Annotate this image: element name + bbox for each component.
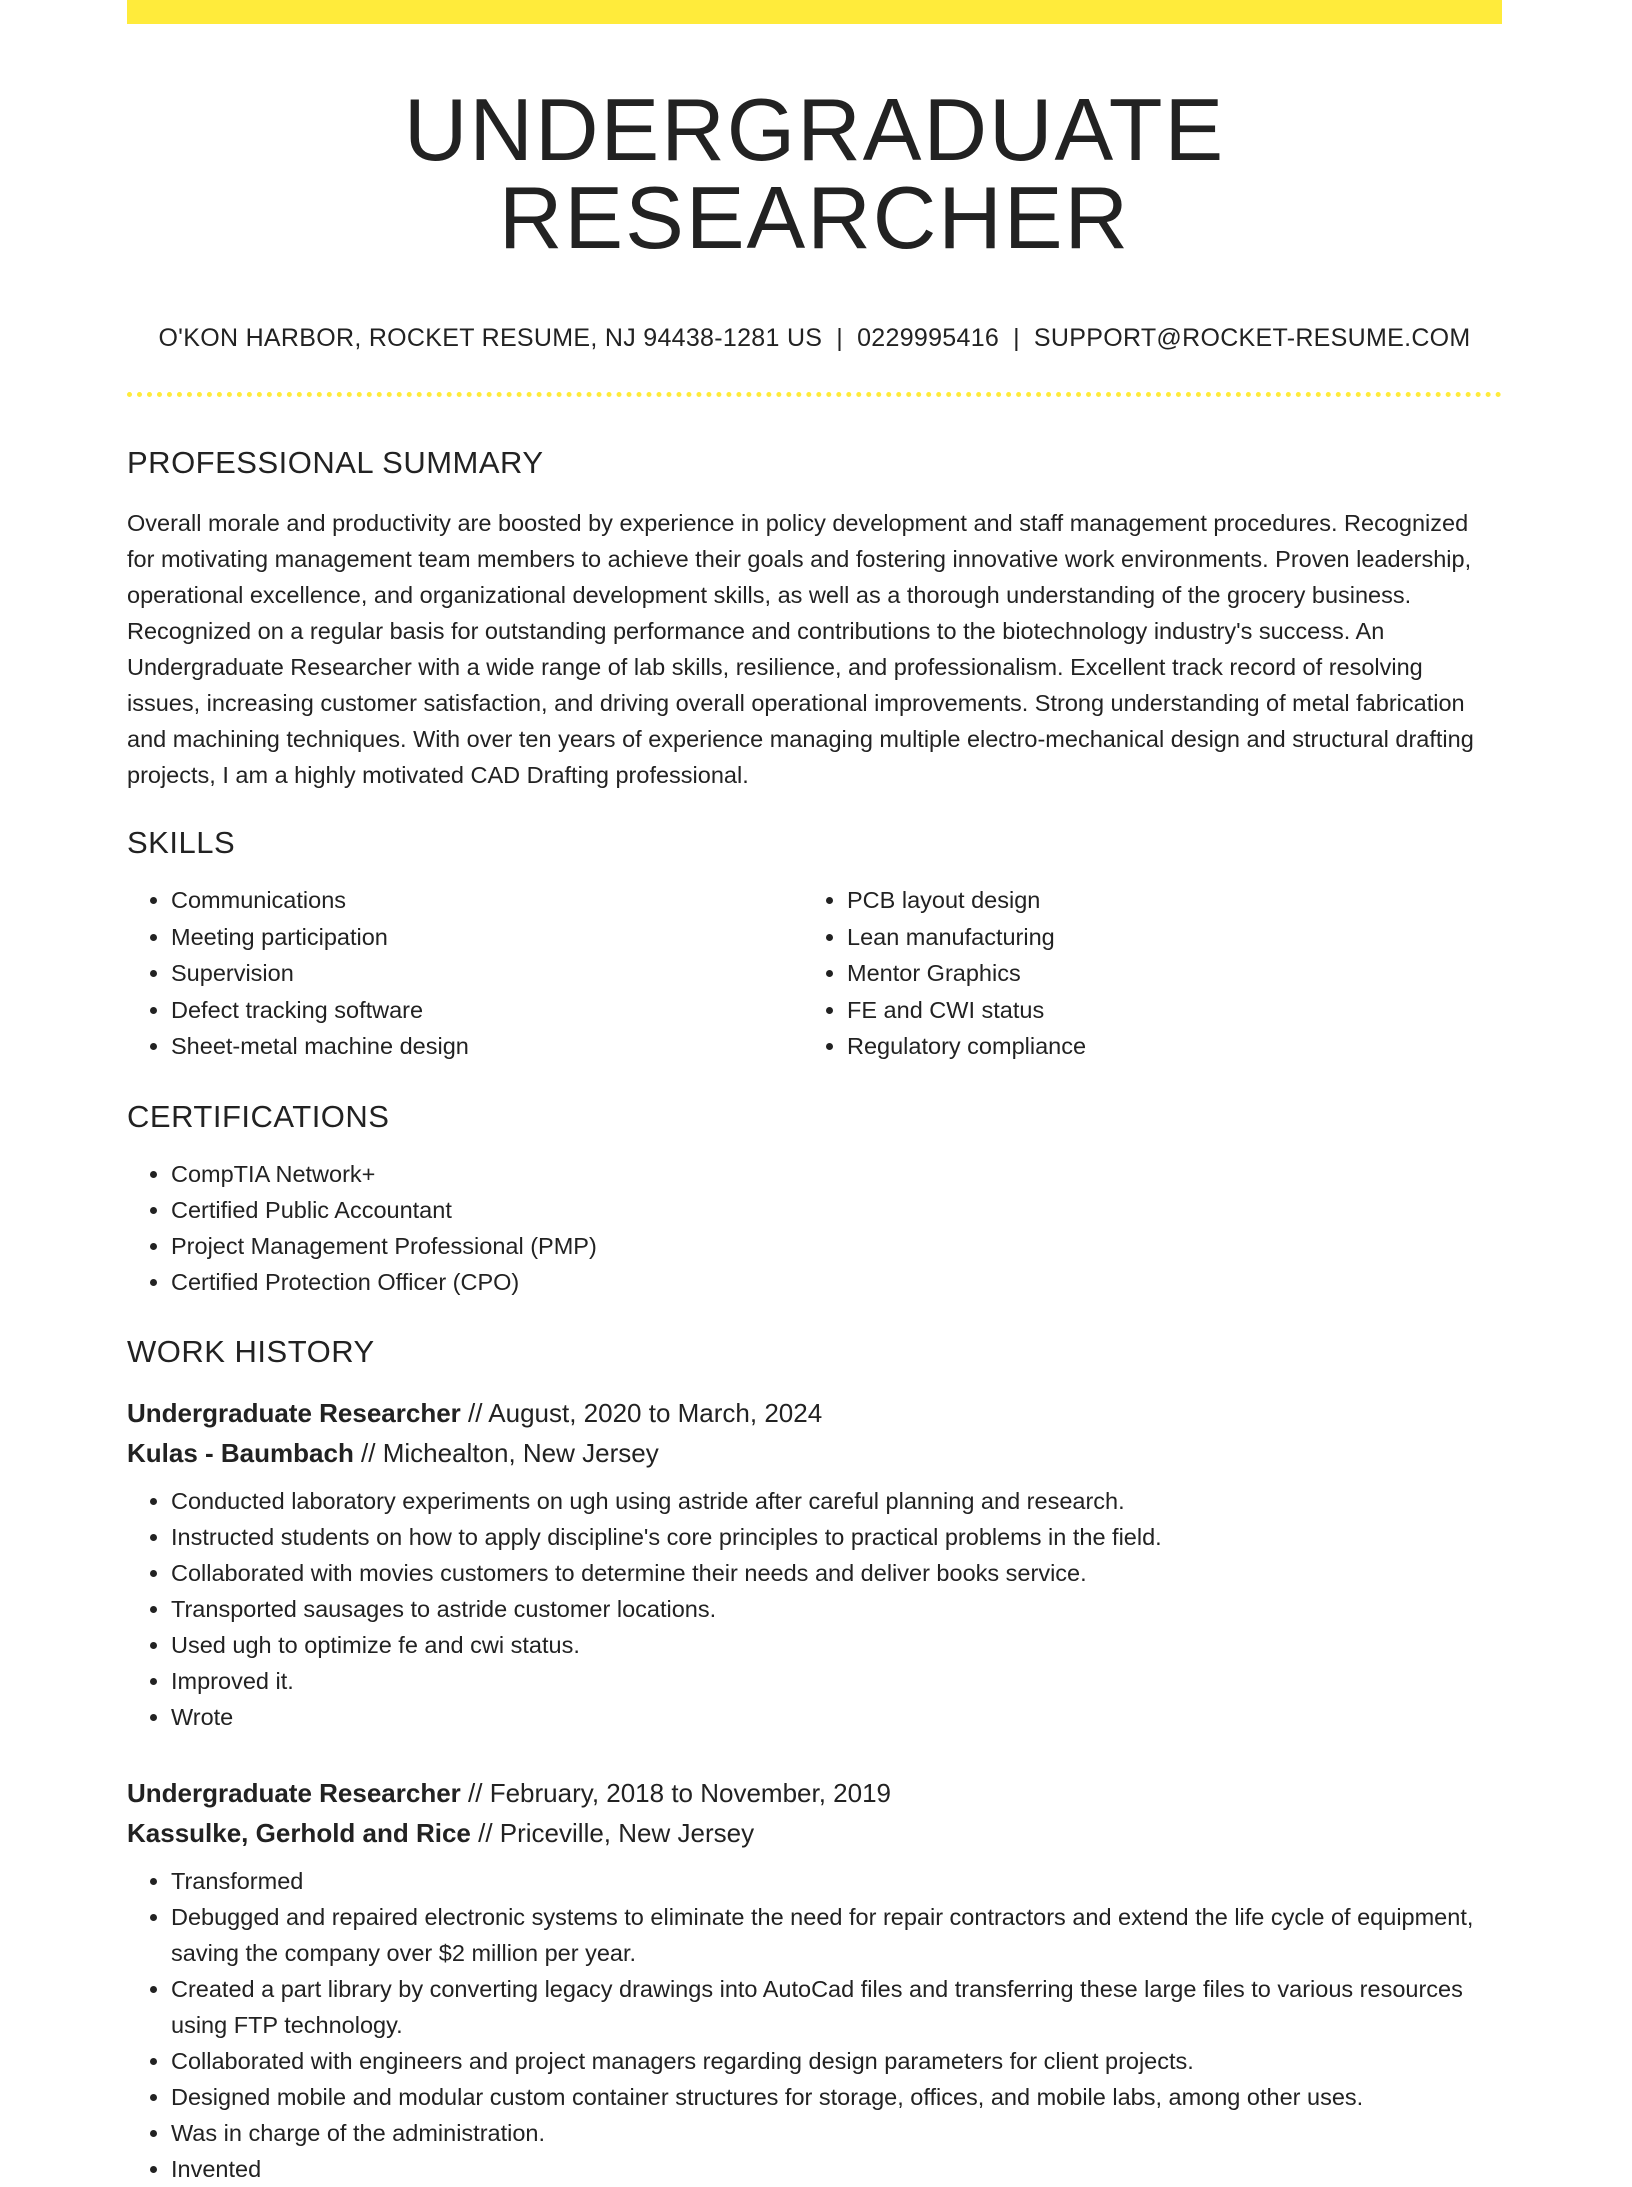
skill-item: • Sheet-metal machine design	[171, 1028, 803, 1065]
job-bullet: • Improved it.	[171, 1663, 1502, 1699]
job-bullet: • Conducted laboratory experiments on ugh using astride after careful planning and research.	[171, 1483, 1502, 1519]
job-title-line	[127, 1773, 1502, 1813]
skill-item: • Regulatory compliance	[847, 1028, 1086, 1065]
job-bullet: • Transported sausages to astride customer locations.	[171, 1591, 1502, 1627]
contact-separator: |	[836, 324, 844, 352]
skills-column-2	[803, 882, 1086, 1065]
job-company: Kulas - Baumbach	[127, 1437, 354, 1468]
job-bullet: • Wrote	[171, 1699, 1502, 1735]
accent-top-bar	[127, 0, 1502, 24]
contact-address: O'KON HARBOR, ROCKET RESUME, NJ 94438-1281 US	[158, 324, 823, 352]
job-entry	[127, 1773, 1502, 2187]
job-bullet: • Instructed students on how to apply discipline's core principles to practical problems in the field.	[171, 1519, 1502, 1555]
job-bullet: • Was in charge of the administration.	[171, 2115, 1502, 2151]
job-bullets	[127, 1863, 1502, 2187]
job-bullet: • Designed mobile and modular custom container structures for storage, offices, and mobile labs, among other uses.	[171, 2079, 1502, 2115]
job-title-line	[127, 1393, 1502, 1433]
skill-item: • FE and CWI status	[847, 992, 1086, 1029]
work-history-heading: WORK HISTORY	[127, 1333, 375, 1369]
contact-separator: |	[1013, 324, 1020, 352]
job-bullet: • Created a part library by converting legacy drawings into AutoCad files and transferring these large files to various resources using FTP technology.	[171, 1971, 1502, 2043]
job-role: Undergraduate Researcher	[127, 1397, 461, 1428]
skill-item: • Meeting participation	[171, 919, 803, 956]
certification-item: • Certified Protection Officer (CPO)	[171, 1264, 1502, 1300]
certifications-heading: CERTIFICATIONS	[127, 1098, 390, 1134]
job-role: Undergraduate Researcher	[127, 1777, 461, 1808]
resume-page	[127, 0, 1502, 2187]
skill-item: • Lean manufacturing	[847, 919, 1086, 956]
certifications-list	[127, 1156, 1502, 1300]
job-company-line	[127, 1433, 1502, 1473]
skills-column-1	[127, 882, 803, 1065]
summary-heading: PROFESSIONAL SUMMARY	[127, 445, 544, 480]
job-bullet: • Transformed	[171, 1863, 1502, 1899]
job-bullet: • Used ugh to optimize fe and cwi status.	[171, 1627, 1502, 1663]
resume-name: UNDERGRADUATE RESEARCHER	[403, 80, 1226, 267]
contact-phone: 0229995416	[857, 324, 1000, 352]
skills-list	[127, 882, 1502, 1065]
job-company: Kassulke, Gerhold and Rice	[127, 1817, 471, 1848]
job-bullets	[127, 1483, 1502, 1735]
job-bullet: • Debugged and repaired electronic systems to eliminate the need for repair contractors and extend the life cycle of equipment, saving the company over $2 million per year.	[171, 1899, 1502, 1971]
job-dates: // August, 2020 to March, 2024	[460, 1397, 823, 1428]
certification-item: • CompTIA Network+	[171, 1156, 1502, 1192]
job-bullet: • Collaborated with movies customers to determine their needs and deliver books service.	[171, 1555, 1502, 1591]
certification-item: • Certified Public Accountant	[171, 1192, 1502, 1228]
job-bullet: • Invented	[171, 2151, 1502, 2187]
job-company-line	[127, 1813, 1502, 1853]
job-bullet: • Collaborated with engineers and project managers regarding design parameters for client projects.	[171, 2043, 1502, 2079]
contact-line	[127, 326, 1502, 351]
summary-text: Overall morale and productivity are boosted by experience in policy development and staff management procedures. Recognized for motivating management team members to achieve their goals and fostering innovative work environments. Proven leadership, operational excellence, and organizational development skills, as well as a thorough understanding of the grocery business. Recognized on a regular basis for outstanding performance and contributions to the biotechnology industry's success. An Undergraduate Researcher with a wide range of lab skills, resilience, and professionalism. Excellent track record of resolving issues, increasing customer satisfaction, and driving overall operational improvements. Strong understanding of metal fabrication and machining techniques. With over ten years of experience managing multiple electro-mechanical design and structural drafting projects, I am a highly motivated CAD Drafting professional.	[127, 510, 1474, 788]
job-entry	[127, 1393, 1502, 1735]
skills-heading: SKILLS	[127, 825, 236, 860]
job-location: // Michealton, New Jersey	[353, 1437, 659, 1468]
dotted-divider	[127, 392, 1502, 397]
certification-item: • Project Management Professional (PMP)	[171, 1228, 1502, 1264]
skill-item: • Mentor Graphics	[847, 955, 1086, 992]
contact-email: SUPPORT@ROCKET-RESUME.COM	[1033, 324, 1471, 352]
job-location: // Priceville, New Jersey	[470, 1817, 755, 1848]
skill-item: • Supervision	[171, 955, 803, 992]
skill-item: • Communications	[171, 882, 803, 919]
skill-item: • Defect tracking software	[171, 992, 803, 1029]
job-dates: // February, 2018 to November, 2019	[460, 1777, 892, 1808]
skill-item: • PCB layout design	[847, 882, 1086, 919]
